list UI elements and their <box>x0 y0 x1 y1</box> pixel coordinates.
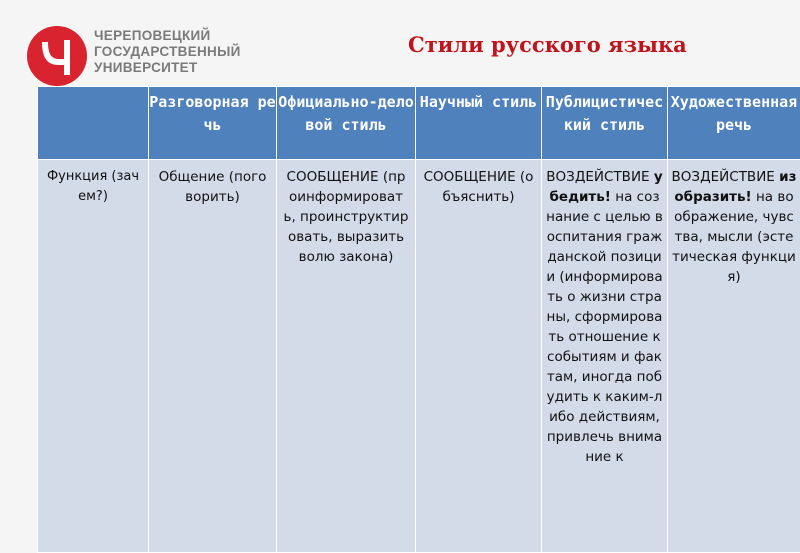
cell-publicistic-note: на сознание с целью воспитания гражданской позиции (информировать о жизни страны, сформировать отношение к событиям и фактам, иногда побудить к каким-либо действиям, привлечь внимание к <box>546 189 663 465</box>
university-name-line: ГОСУДАРСТВЕННЫЙ <box>94 44 241 59</box>
cell-artistic <box>668 160 800 553</box>
cell-official: СООБЩЕНИЕ (проинформировать, проинструктировать, выразить волю закона) <box>277 160 416 553</box>
cell-scientific-note: (объяснить) <box>442 169 534 205</box>
cell-artistic-note: на воображение, чувства, мысли (эстетическая функция) <box>672 189 796 285</box>
header-cell-colloquial: Разговорная речь <box>149 87 277 160</box>
cell-scientific-main: СООБЩЕНИЕ <box>423 169 516 185</box>
cell-publicistic-main: ВОЗДЕЙСТВИЕ <box>546 169 650 185</box>
cell-publicistic-emphasis: убедить! <box>549 169 663 205</box>
university-logo-icon <box>26 25 88 87</box>
university-name-line: ЧЕРЕПОВЕЦКИЙ <box>94 28 211 43</box>
header-cell-official: Официально-деловой стиль <box>277 87 416 160</box>
cell-publicistic <box>542 160 668 553</box>
cell-artistic-emphasis: изобразить! <box>674 169 797 205</box>
row-label-function: Функция (зачем?) <box>38 160 149 553</box>
styles-table <box>37 86 800 553</box>
header-cell-empty <box>38 87 149 160</box>
header-cell-artistic: Художественная речь <box>668 87 800 160</box>
table-header-row <box>38 87 800 160</box>
header-cell-scientific: Научный стиль <box>416 87 542 160</box>
cell-artistic-main: ВОЗДЕЙСТВИЕ <box>671 169 775 185</box>
slide-title: Стили русского языка <box>408 32 687 57</box>
cell-scientific <box>416 160 542 553</box>
header-cell-publicistic: Публицистический стиль <box>542 87 668 160</box>
cell-colloquial: Общение (поговорить) <box>149 160 277 553</box>
university-name <box>94 28 241 76</box>
table-row <box>38 160 800 553</box>
university-name-line: УНИВЕРСИТЕТ <box>94 60 198 75</box>
